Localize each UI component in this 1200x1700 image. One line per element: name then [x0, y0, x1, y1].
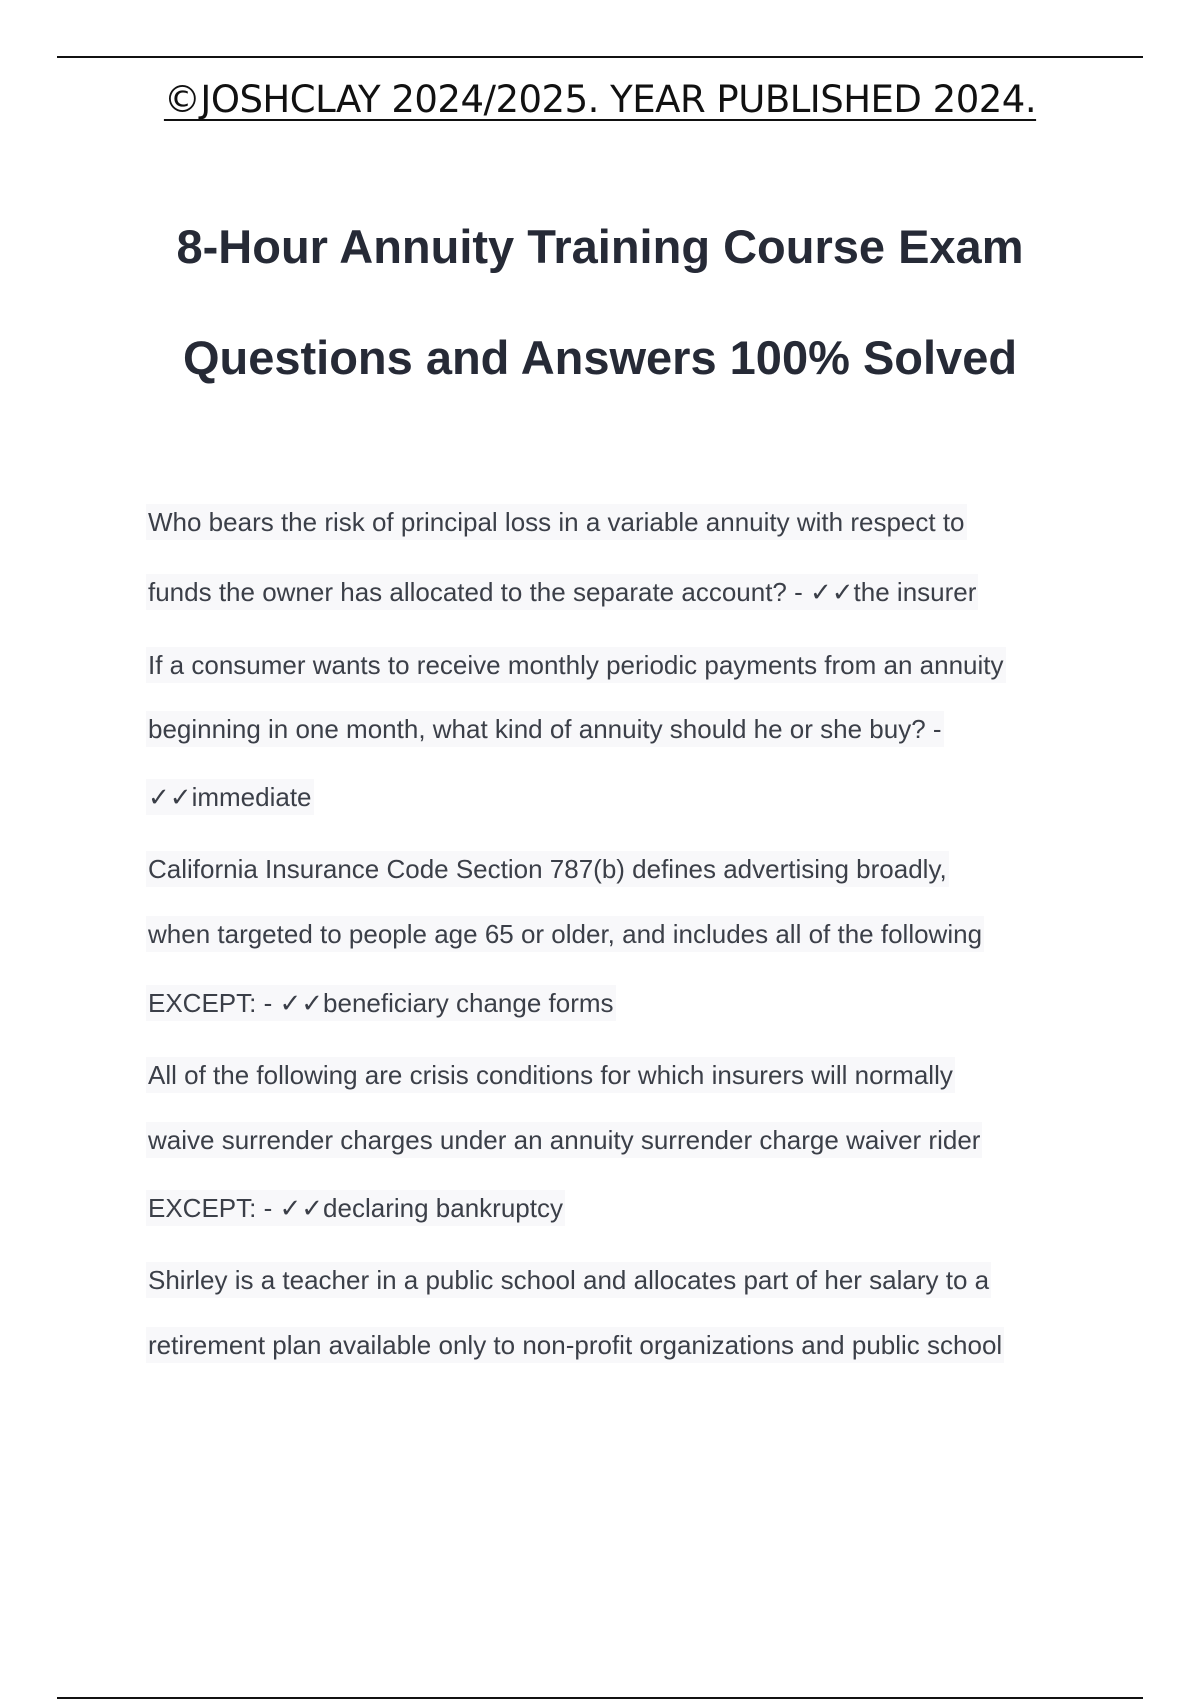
qa-line: California Insurance Code Section 787(b) defines advertising broadly, — [146, 851, 949, 887]
qa-line: funds the owner has allocated to the separate account? - ✓✓the insurer — [146, 574, 978, 610]
document-title-line-1: 8-Hour Annuity Training Course Exam — [176, 220, 1024, 273]
qa-line: Shirley is a teacher in a public school and allocates part of her salary to a — [146, 1262, 991, 1298]
bottom-rule — [57, 1697, 1143, 1699]
qa-line: beginning in one month, what kind of annuity should he or she buy? - — [146, 711, 944, 747]
document-title-line-2: Questions and Answers 100% Solved — [182, 331, 1018, 384]
qa-line: ✓✓immediate — [146, 779, 314, 815]
qa-line: EXCEPT: - ✓✓beneficiary change forms — [146, 985, 616, 1021]
qa-line: EXCEPT: - ✓✓declaring bankruptcy — [146, 1190, 565, 1226]
qa-line: retirement plan available only to non-profit organizations and public school — [146, 1327, 1004, 1363]
qa-line: All of the following are crisis conditions for which insurers will normally — [146, 1057, 955, 1093]
qa-line: when targeted to people age 65 or older, and includes all of the following — [146, 916, 984, 952]
copyright-notice: ©JOSHCLAY 2024/2025. YEAR PUBLISHED 2024. — [163, 78, 1037, 121]
qa-line: Who bears the risk of principal loss in a variable annuity with respect to — [146, 504, 967, 540]
page-header — [0, 78, 1200, 121]
qa-line: If a consumer wants to receive monthly periodic payments from an annuity — [146, 647, 1006, 683]
qa-line: waive surrender charges under an annuity surrender charge waiver rider — [146, 1122, 982, 1158]
top-rule — [57, 56, 1143, 58]
